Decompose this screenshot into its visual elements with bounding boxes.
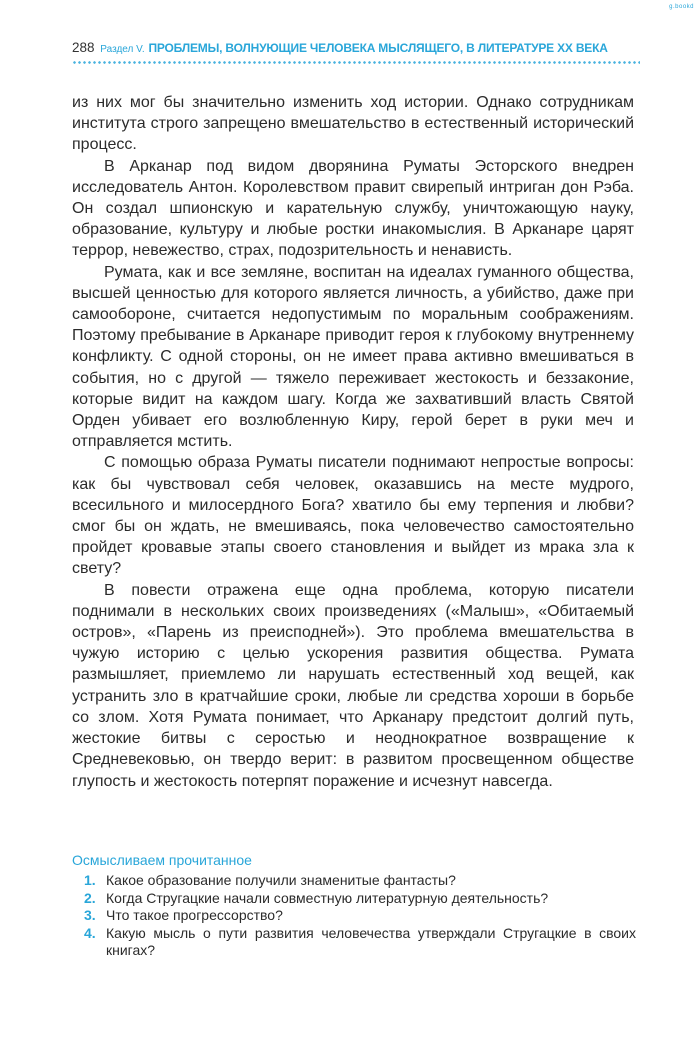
question-number: 1. — [84, 872, 96, 888]
questions-list — [84, 872, 636, 960]
question-text: Когда Стругацкие начали совместную литературную деятельность? — [106, 889, 549, 906]
question-item — [84, 890, 636, 908]
question-number: 3. — [84, 907, 96, 923]
header-dotted-rule — [72, 60, 640, 66]
question-text: Что такое прогрессорство? — [106, 907, 283, 923]
running-title: ПРОБЛЕМЫ, ВОЛНУЮЩИЕ ЧЕЛОВЕКА МЫСЛЯЩЕГО, В ЛИТЕРАТУРЕ XX ВЕКА — [148, 41, 608, 55]
paragraph: Румата, как и все земляне, воспитан на идеалах гуманного общества, высшей ценностью для которого является личность, а убийство, даже при самообороне, считается недопустимым по моральным соображениям. Поэтому пребывание в Арканаре приводит героя к глубокому внутреннему конфликту. С одной стороны, он не имеет права активно вмешиваться в события, но с другой — тяжело переживает жестокость и беззаконие, которые видит на каждом шагу. Когда же захвативший власть Святой Орден убивает его возлюбленную Киру, герой берет в руки меч и отправляется мстить. — [72, 263, 634, 451]
paragraph: В Арканар под видом дворянина Руматы Эсторского внедрен исследователь Антон. Королевством правит свирепый интриган дон Рэба. Он создал шпионскую и карательную службу, уничтожающую науку, образование, культуру и любые ростки инакомыслия. В Арканаре царят террор, невежество, страх, подозрительность и ненависть. — [72, 157, 634, 260]
body-text — [72, 92, 634, 792]
paragraph: С помощью образа Руматы писатели поднимают непростые вопросы: как бы чувствовал себя человек, оказавшись на месте мудрого, всесильного и милосердного Бога? хватило бы ему терпения и любви? смог бы он ждать, не вмешиваясь, пока человечество самостоятельно пройдет кровавые этапы своего становления и выйдет из мрака зла к свету? — [72, 454, 634, 578]
question-item — [84, 925, 636, 960]
page-number: 288 — [72, 40, 95, 55]
question-text: Какое образование получили знаменитые фантасты? — [106, 872, 456, 888]
question-item — [84, 907, 636, 925]
question-item — [84, 872, 636, 890]
page-header — [72, 40, 644, 58]
question-number: 4. — [84, 924, 96, 941]
paragraph: из них мог бы значительно изменить ход истории. Однако сотрудникам института строго запрещено вмешательство в естественный исторический процесс. — [72, 94, 634, 154]
question-number: 2. — [84, 889, 96, 906]
paragraph: В повести отражена еще одна проблема, которую писатели поднимали в нескольких своих произведениях («Малыш», «Обитаемый остров», «Парень из преисподней»). Это проблема вмешательства в чужую историю с целью ускорения развития общества. Румата размышляет, приемлемо ли нарушать естественный ход вещей, как устранить зло в кратчайшие сроки, любые ли средства хороши в борьбе со злом. Хотя Румата понимает, что Арканару предстоит долгий путь, жестокие битвы с серостью и неоднократное возвращение к Средневековью, он твердо верит: в развитом просвещенном обществе глупость и жестокость потерпят поражение и исчезнут навсегда. — [72, 581, 634, 790]
corner-watermark: g.bookd — [669, 4, 694, 10]
questions-heading: Осмысливаем прочитанное — [72, 852, 252, 868]
question-text: Какую мысль о пути развития человечества утверждали Стругацкие в своих книгах? — [106, 924, 636, 958]
section-tag: Раздел V. — [100, 44, 145, 55]
